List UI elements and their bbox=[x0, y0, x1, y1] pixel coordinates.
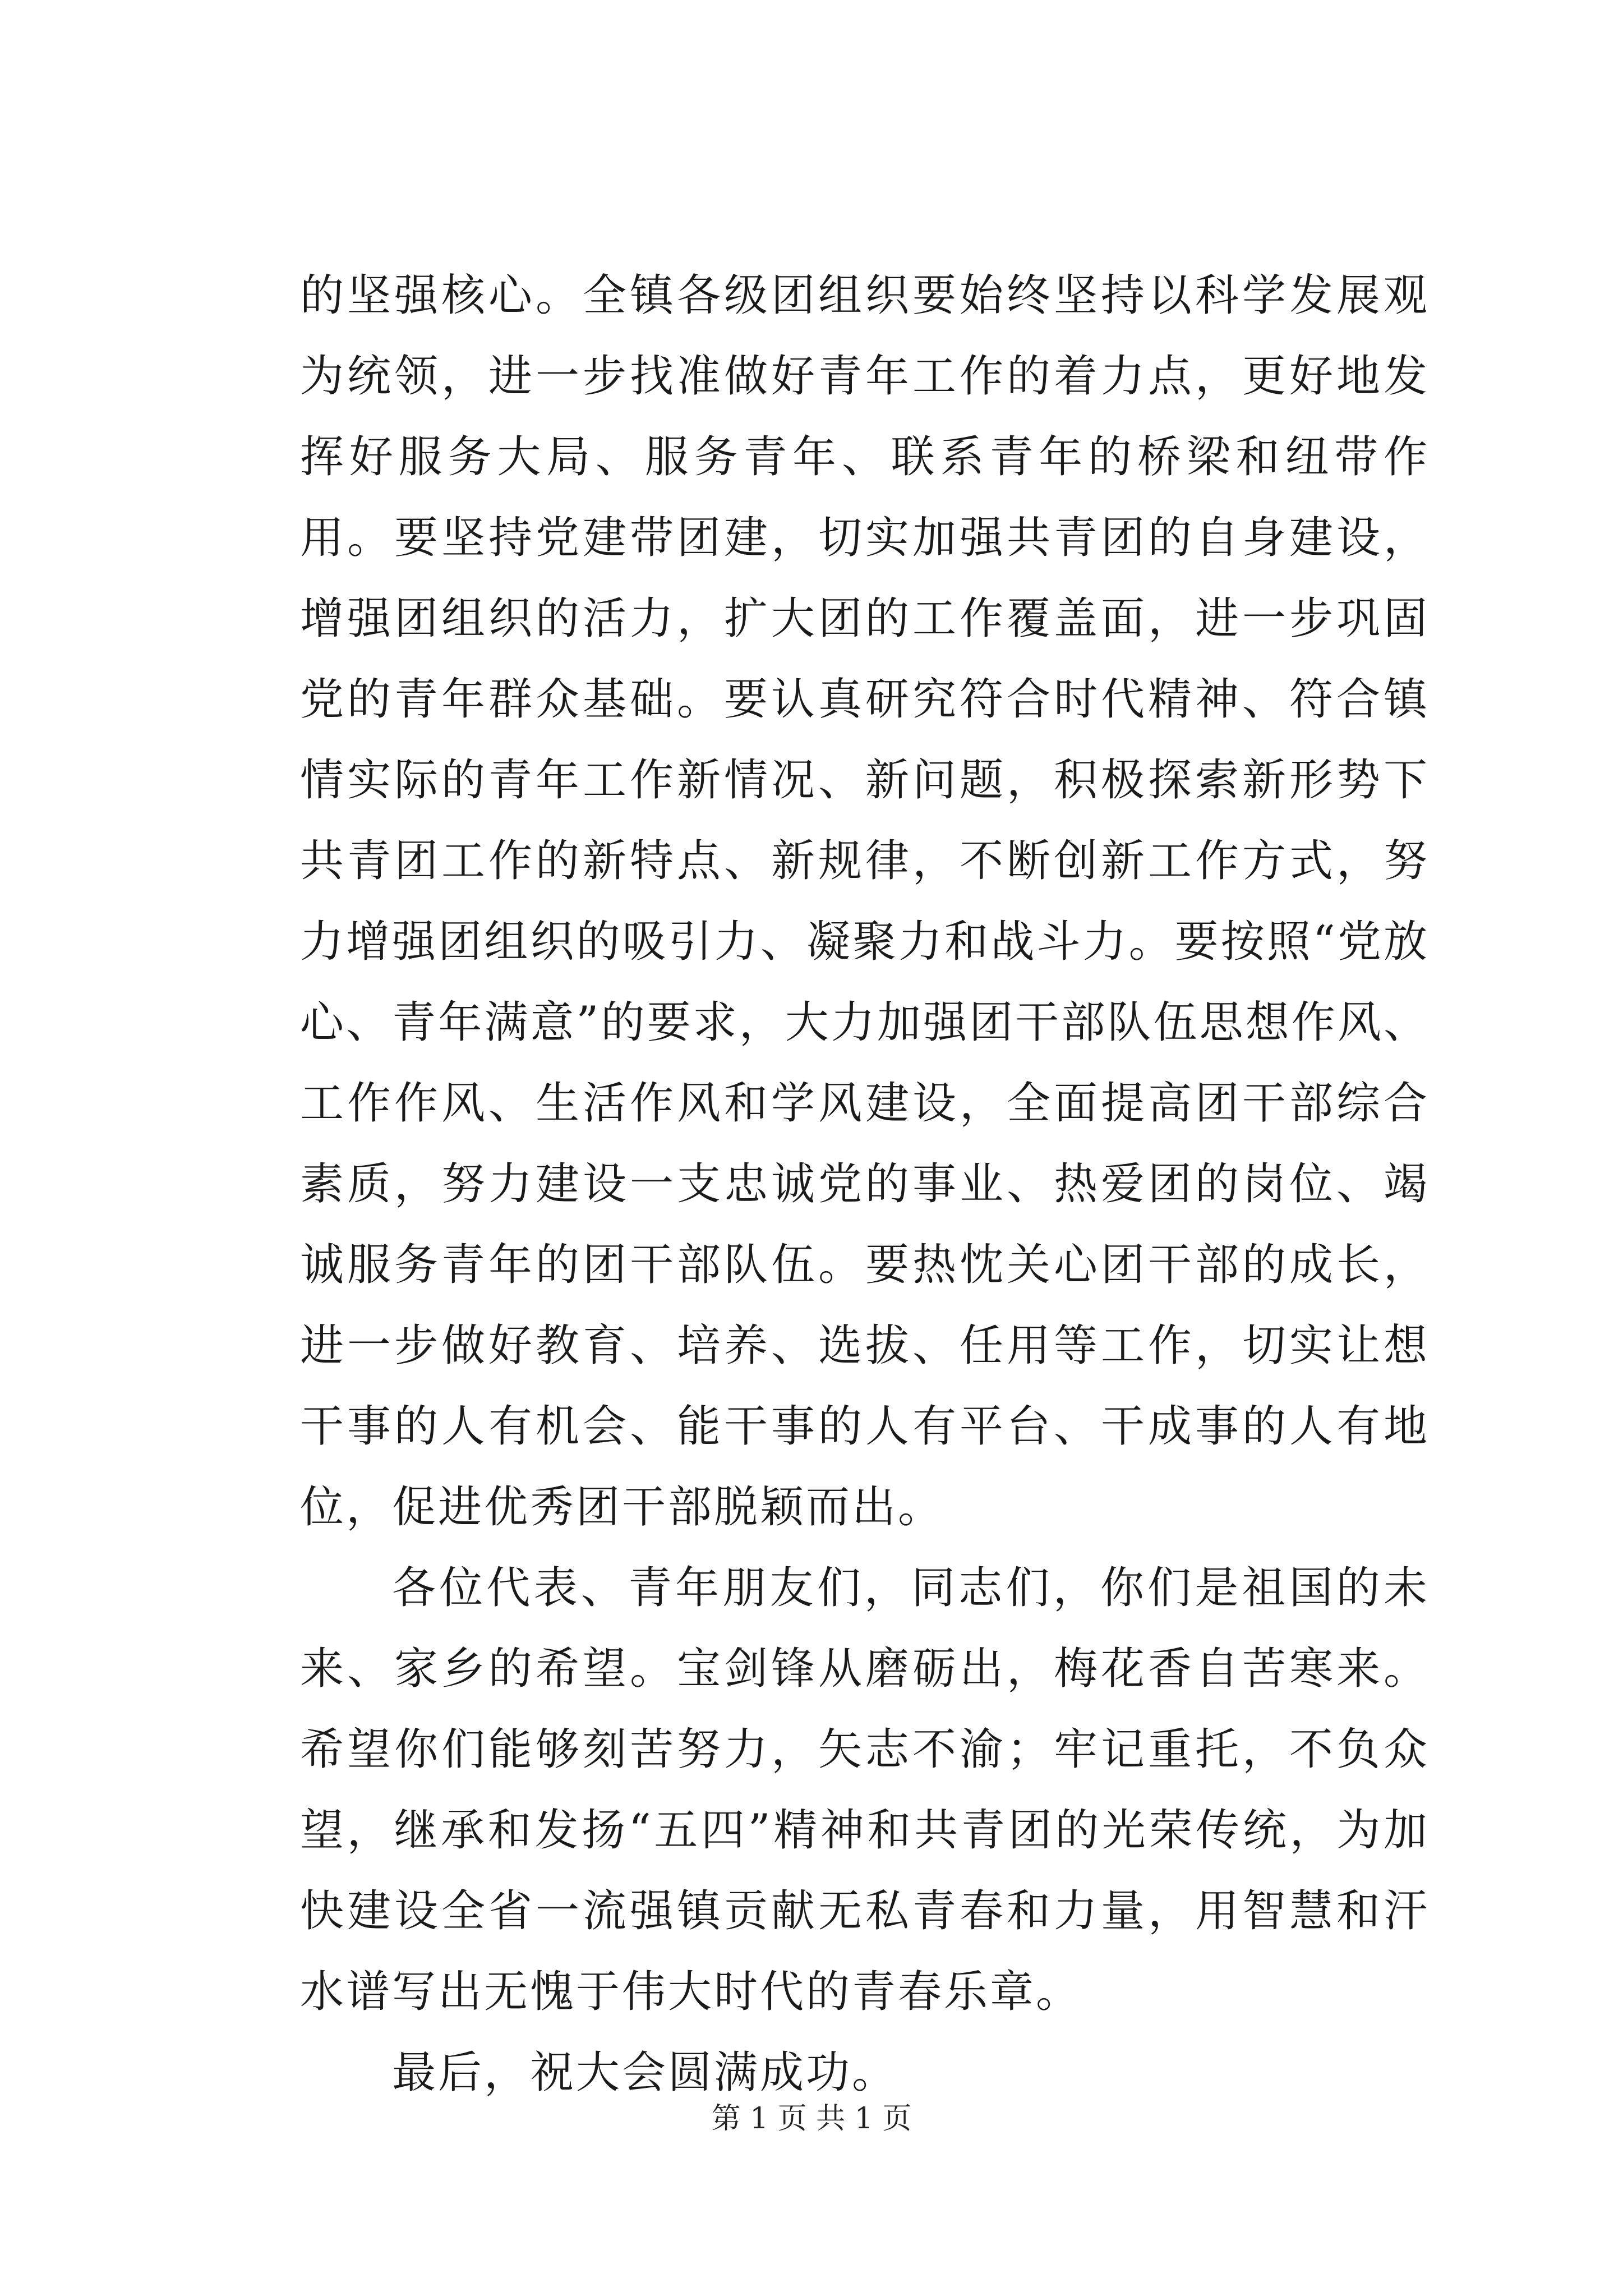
page-number-footer: 第 1 页 共 1 页 bbox=[711, 2102, 912, 2136]
document-body bbox=[300, 255, 1430, 2113]
paragraph-continued: 的坚强核心。全镇各级团组织要始终坚持以科学发展观为统领，进一步找准做好青年工作的着力点，更好地发挥好服务大局、服务青年、联系青年的桥梁和纽带作用。要坚持党建带团建，切实加强共青团的自身建设，增强团组织的活力，扩大团的工作覆盖面，进一步巩固党的青年群众基础。要认真研究符合时代精神、符合镇情实际的青年工作新情况、新问题，积极探索新形势下共青团工作的新特点、新规律，不断创新工作方式，努力增强团组织的吸引力、凝聚力和战斗力。要按照“党放心、青年满意”的要求，大力加强团干部队伍思想作风、工作作风、生活作风和学风建设，全面提高团干部综合素质，努力建设一支忠诚党的事业、热爱团的岗位、竭诚服务青年的团干部队伍。要热忱关心团干部的成长，进一步做好教育、培养、选拔、任用等工作，切实让想干事的人有机会、能干事的人有平台、干成事的人有地位，促进优秀团干部脱颖而出。 bbox=[300, 270, 1430, 1533]
paragraph-closing: 最后，祝大会圆满成功。 bbox=[392, 2047, 898, 2098]
paragraph-address-to-youth: 各位代表、青年朋友们，同志们，你们是祖国的未来、家乡的希望。宝剑锋从磨砺出，梅花香自苦寒来。希望你们能够刻苦努力，矢志不渝；牢记重托，不负众望，继承和发扬“五四”精神和共青团的光荣传统，为加快建设全省一流强镇贡献无私青春和力量，用智慧和汗水谱写出无愧于伟大时代的青春乐章。 bbox=[300, 1563, 1430, 2017]
